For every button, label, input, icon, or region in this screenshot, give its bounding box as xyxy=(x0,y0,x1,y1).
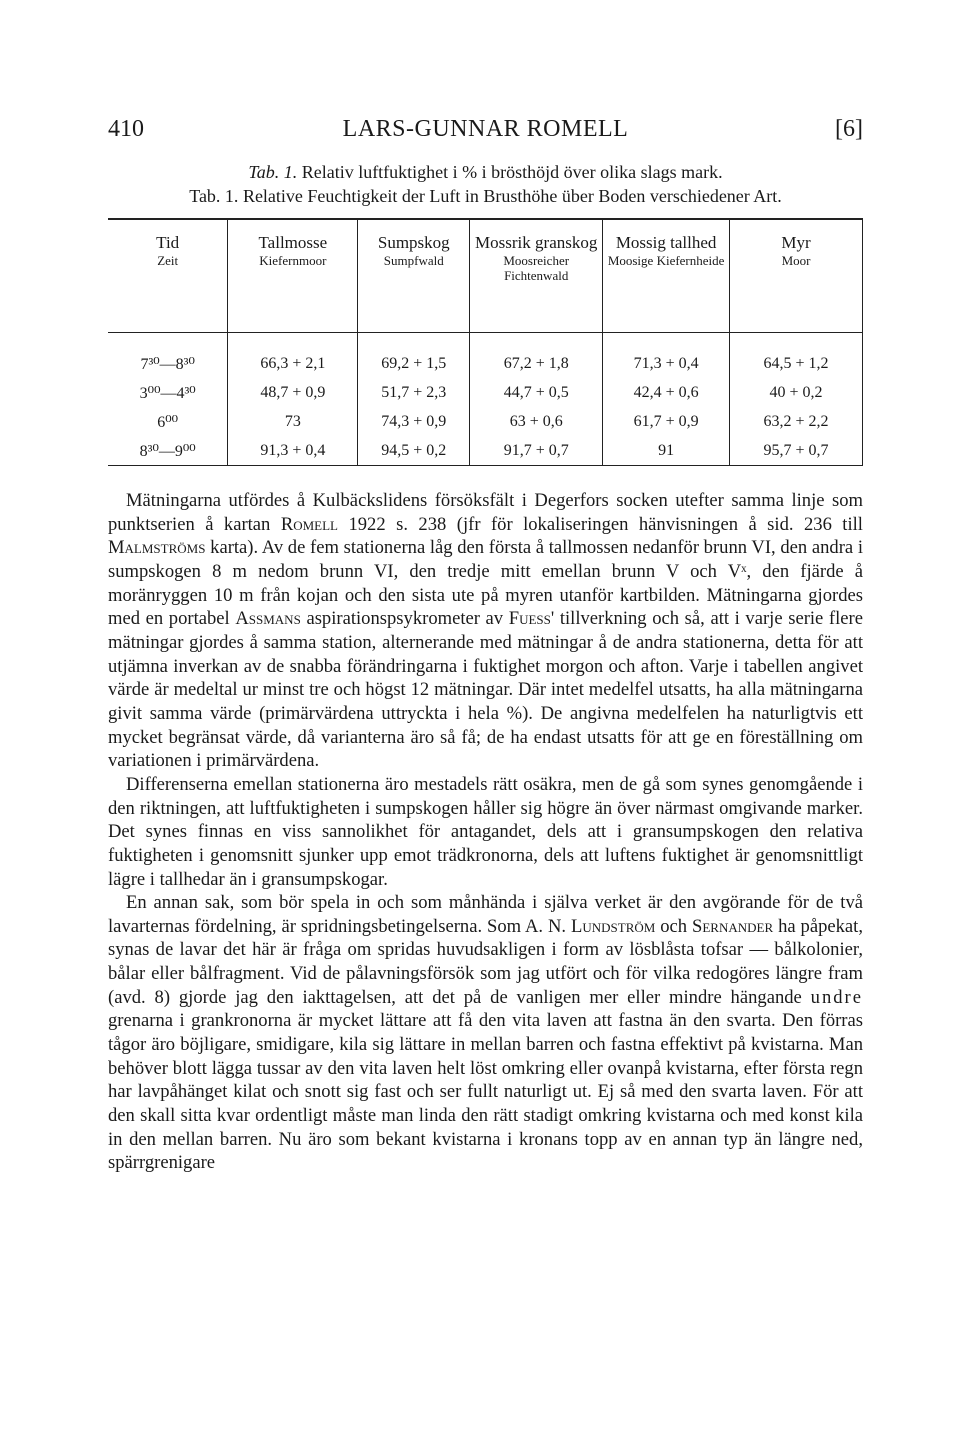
paragraph: En annan sak, som bör spela in och som månhända i själva verket är den avgörande för de två lavarternas fördelning, är spridningsbetingelserna. Som A. N. Lundström och Sernander ha påpekat, synas de lavar det här är fråga om spridas huvudsakligen i form av lösblåsta tofsar — bålkolonier, bålar eller bålfragment. Vid de pålavningsförsök som jag utfört och för vilka redogöres längre fram (avd. 8) gjorde jag den iakttagelsen, att det på de vanligen mer eller mindre hängande undre grenarna i grankronorna är mycket lättare att få den vita laven att fastna än den svarta. Den förras tågor äro böjligare, smidigare, kila sig lättare in mellan barren och fastna effektivt på kvistarna. Man behöver blott lägga tussar av den vita laven helt löst omkring eller ovanpå kvistarna, efter första regn har lavpåhänget kilat och snott sig fast och ser fullt naturligt ut. Ej så med den svarta laven. För att den skall sitta kvar ordentligt måste man linda den rätt stadigt omkring kvistarna och med konst kila in den mellan barren. Nu äro som bekant kvistarna i kronans topp av en annan typ än längre ned, spärrgrenigare xyxy=(108,892,863,1174)
column-header: Mossrik granskog Moosreicher Fichtenwald xyxy=(470,219,603,333)
caption-text: Relative Feuchtigkeit der Luft in Brusthöhe über Boden verschiedener Art. xyxy=(242,186,782,206)
table-cell: 7³⁰—8³⁰ xyxy=(140,355,195,373)
paragraph: Differenserna emellan stationerna äro mestadels rätt osäkra, men de gå som synes genomgående i den riktningen, att luftfuktigheten i sumpskogen håller sig högre än över närmast omgivande marker. Det synes finnas en viss sannolikhet för antagandet, dels att i gransumpskogen den relativa fuktigheten i genomsnitt sjunker upp emot trädkronorna, dels att luftens fuktighet är genomsnittligt lägre i tallhedar än i gransumpskogar. xyxy=(108,773,863,890)
table-cell: 40 + 0,2 xyxy=(730,378,863,407)
table-cell: 94,5 + 0,2 xyxy=(358,436,470,466)
author-reference: Romell xyxy=(280,513,338,535)
table-cell: 3⁰⁰—4³⁰ xyxy=(139,384,196,402)
table-cell: 6⁰⁰ xyxy=(157,413,179,431)
table-cell: 66,3 + 2,1 xyxy=(228,333,358,379)
table-row xyxy=(108,407,863,436)
table-caption-german xyxy=(108,186,863,207)
table-cell: 42,4 + 0,6 xyxy=(603,378,730,407)
spaced-emphasis: undre xyxy=(810,986,863,1008)
column-header: Tallmosse Kiefernmoor xyxy=(228,219,358,333)
author-reference: Assmans xyxy=(235,608,301,630)
table-caption-swedish xyxy=(108,162,863,183)
humidity-table xyxy=(108,218,863,466)
column-header: Tid Zeit xyxy=(108,219,228,333)
table-row xyxy=(108,333,863,379)
author-reference: Malmströms xyxy=(108,537,206,559)
running-title: LARS-GUNNAR ROMELL xyxy=(342,116,629,142)
table-cell: 71,3 + 0,4 xyxy=(603,333,730,379)
table-cell: 8³⁰—9⁰⁰ xyxy=(108,436,228,466)
table-cell: 91,7 + 0,7 xyxy=(470,436,603,466)
page-number: 410 xyxy=(108,116,144,142)
table-cell: 91 xyxy=(603,436,730,466)
table-cell: 44,7 + 0,5 xyxy=(470,378,603,407)
table-cell: 95,7 + 0,7 xyxy=(730,436,863,466)
body-text xyxy=(108,489,863,1175)
table-row xyxy=(108,378,863,407)
table-cell: 69,2 + 1,5 xyxy=(358,333,470,379)
table-cell: 73 xyxy=(228,407,358,436)
table-cell: 67,2 + 1,8 xyxy=(470,333,603,379)
table-cell: 51,7 + 2,3 xyxy=(358,378,470,407)
table-row xyxy=(108,436,863,466)
author-reference: Fuess' xyxy=(508,608,555,630)
caption-label: Tab. 1. xyxy=(248,162,298,182)
table-header-row xyxy=(108,219,863,333)
table-cell: 61,7 + 0,9 xyxy=(603,407,730,436)
author-reference: Sernander xyxy=(692,915,774,937)
table-cell: 48,7 + 0,9 xyxy=(228,378,358,407)
paragraph: Mätningarna utfördes å Kulbäckslidens försöksfält i Degerfors socken utefter samma linje som punktserien å kartan Romell 1922 s. 238 (jfr för lokaliseringen hänvisningen å sid. 236 till Malmströms karta). Av de fem stationerna låg den första å tallmossen nedanför brunn VI, den andra i sumpskogen 8 m nedom brunn VI, den tredje mitt emellan brunn V och Vˣ, den fjärde å moränryggen 10 m från kojan och den sista ute på myren utanför kartbilden. Mätningarna gjordes med en portabel Assmans aspirationspsykrometer av Fuess' tillverkning och så, att i varje serie flere mätningar gjordes å samma station, alternerande med mätningar å de andra stationerna, detta för att utjämna inverkan av de snabba förändringarna i fuktighet morgon och afton. Varje i tabellen angivet värde är medeltal ur minst tre och högst 12 mätningar. Där intet medelfel utsatts, ha alla mätningarna givit samma värde (primärvärdena uttryckta i hela %). De angivna medelfelen ha naturligtvis ett mycket begränsat värde, då varianterna äro så få; de ha endast utsatts för att ge en föreställning om variationen i primärvärdena. xyxy=(108,490,864,772)
table-cell: 91,3 + 0,4 xyxy=(228,436,358,466)
part-number: [6] xyxy=(835,116,863,142)
column-header: Myr Moor xyxy=(730,219,863,333)
running-header xyxy=(108,116,863,146)
author-reference: Lundström xyxy=(571,915,656,937)
table-cell: 64,5 + 1,2 xyxy=(730,333,863,379)
caption-text: Relativ luftfuktighet i % i brösthöjd över olika slags mark. xyxy=(301,162,723,182)
column-header: Mossig tallhed Moosige Kiefernheide xyxy=(603,219,730,333)
table-cell: 63 + 0,6 xyxy=(470,407,603,436)
column-header: Sumpskog Sumpfwald xyxy=(358,219,470,333)
table-cell: 74,3 + 0,9 xyxy=(358,407,470,436)
caption-label: Tab. 1. xyxy=(189,186,239,206)
table-cell: 63,2 + 2,2 xyxy=(730,407,863,436)
